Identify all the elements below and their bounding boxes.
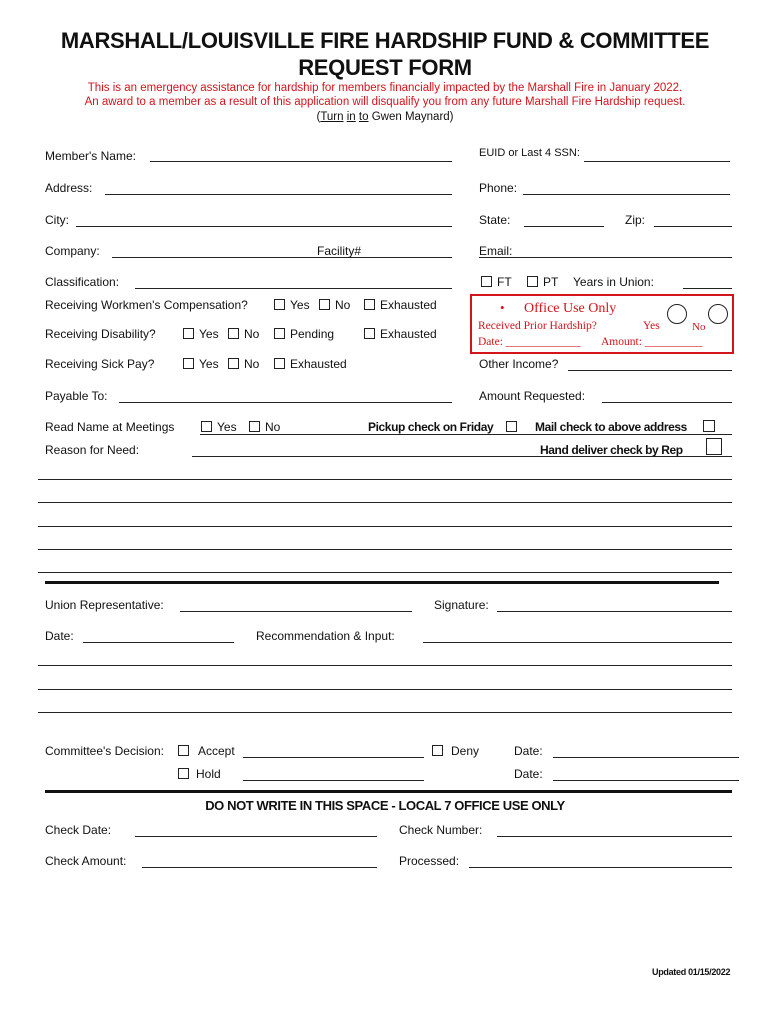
reason-label: Reason for Need:: [45, 443, 140, 457]
decision-date1-label: Date:: [514, 744, 543, 758]
accept-checkbox[interactable]: [178, 745, 189, 756]
sick-pay-yes-checkbox[interactable]: [183, 358, 194, 369]
recommendation-label: Recommendation & Input:: [256, 629, 395, 643]
local-office-heading: DO NOT WRITE IN THIS SPACE - LOCAL 7 OFFICE USE ONLY: [205, 798, 565, 813]
reason-line-1[interactable]: [38, 479, 732, 480]
mail-check-checkbox[interactable]: [703, 420, 715, 432]
pickup-check-label: Pickup check on Friday: [368, 420, 494, 434]
reason-line-5[interactable]: [38, 572, 732, 573]
recommendation-field[interactable]: [423, 642, 732, 643]
sick-pay-label: Receiving Sick Pay?: [45, 357, 155, 371]
state-label: State:: [479, 213, 511, 227]
pt-checkbox[interactable]: [527, 276, 538, 287]
other-income-field[interactable]: [568, 370, 732, 371]
signature-label: Signature:: [434, 598, 489, 612]
office-use-bullet: •: [500, 300, 505, 315]
reason-line-2[interactable]: [38, 502, 732, 503]
prior-hardship-no-label: No: [692, 321, 706, 333]
reason-line-4[interactable]: [38, 549, 732, 550]
sick-pay-exhausted-checkbox[interactable]: [274, 358, 285, 369]
decision-date1-field[interactable]: [553, 757, 739, 758]
office-use-title: Office Use Only: [524, 301, 617, 316]
decision-date2-field[interactable]: [553, 780, 739, 781]
hand-deliver-label: Hand deliver check by Rep: [540, 443, 683, 457]
recommendation-line-2[interactable]: [38, 689, 732, 690]
workmens-comp-exhausted-label: Exhausted: [380, 298, 437, 312]
member-name-label: Member's Name:: [45, 149, 136, 163]
company-field[interactable]: [112, 257, 452, 258]
union-rep-label: Union Representative:: [45, 598, 164, 612]
years-in-union-field[interactable]: [683, 288, 732, 289]
state-field[interactable]: [524, 226, 604, 227]
turn-in-note: (Turn in to Gwen Maynard): [316, 111, 454, 123]
email-label: Email:: [479, 244, 513, 258]
pt-label: PT: [543, 275, 559, 289]
notice-line2: An award to a member as a result of this application will disqualify you from any future Marshall Fire Hardship request.: [84, 96, 686, 108]
committee-decision-label: Committee's Decision:: [45, 744, 164, 758]
processed-field[interactable]: [469, 867, 732, 868]
union-rep-field[interactable]: [180, 611, 412, 612]
classification-label: Classification:: [45, 275, 120, 289]
reason-line-3[interactable]: [38, 526, 732, 527]
read-name-label: Read Name at Meetings: [45, 420, 175, 434]
address-label: Address:: [45, 181, 93, 195]
prior-hardship-label: Received Prior Hardship?: [478, 320, 597, 332]
office-amount-field[interactable]: Amount: __________: [601, 336, 703, 348]
disability-label: Receiving Disability?: [45, 327, 156, 341]
accept-field[interactable]: [243, 757, 424, 758]
rep-date-field[interactable]: [83, 642, 234, 643]
updated-date: Updated 01/15/2022: [652, 967, 731, 977]
sick-pay-no-checkbox[interactable]: [228, 358, 239, 369]
mail-check-label: Mail check to above address: [535, 420, 687, 434]
city-field[interactable]: [76, 226, 452, 227]
years-in-union-label: Years in Union:: [573, 275, 654, 289]
workmens-comp-yes-label: Yes: [290, 298, 310, 312]
hand-deliver-checkbox[interactable]: [706, 438, 722, 455]
ft-label: FT: [497, 275, 512, 289]
disability-yes-checkbox[interactable]: [183, 328, 194, 339]
disability-exhausted-checkbox[interactable]: [364, 328, 375, 339]
disability-no-checkbox[interactable]: [228, 328, 239, 339]
phone-field[interactable]: [523, 194, 730, 195]
sick-pay-exhausted-label: Exhausted: [290, 357, 347, 371]
read-name-no-checkbox[interactable]: [249, 421, 260, 432]
amount-requested-field[interactable]: [602, 402, 732, 403]
deny-label: Deny: [451, 744, 480, 758]
recommendation-line-3[interactable]: [38, 712, 732, 713]
euid-field[interactable]: [584, 161, 730, 162]
hold-field[interactable]: [243, 780, 424, 781]
notice-line1: This is an emergency assistance for hardship for members financially impacted by the Marshall Fire in January 2022.: [87, 82, 683, 94]
processed-label: Processed:: [399, 854, 460, 868]
section-divider: [45, 581, 719, 584]
check-date-label: Check Date:: [45, 823, 112, 837]
check-number-field[interactable]: [497, 836, 732, 837]
office-divider: [45, 790, 732, 793]
read-name-yes-label: Yes: [217, 420, 237, 434]
accept-label: Accept: [198, 744, 235, 758]
company-label: Company:: [45, 244, 100, 258]
disability-pending-label: Pending: [290, 327, 335, 341]
zip-field[interactable]: [654, 226, 732, 227]
recommendation-line-1[interactable]: [38, 665, 732, 666]
member-name-field[interactable]: [150, 161, 452, 162]
workmens-comp-yes-checkbox[interactable]: [274, 299, 285, 310]
workmens-comp-no-checkbox[interactable]: [319, 299, 330, 310]
ft-checkbox[interactable]: [481, 276, 492, 287]
email-field[interactable]: [479, 257, 732, 258]
signature-field[interactable]: [497, 611, 732, 612]
prior-hardship-yes-label: Yes: [643, 320, 660, 332]
read-name-yes-checkbox[interactable]: [201, 421, 212, 432]
read-name-line: [200, 434, 732, 435]
disability-yes-label: Yes: [199, 327, 219, 341]
check-date-field[interactable]: [135, 836, 377, 837]
office-date-field[interactable]: Date: _____________: [478, 336, 581, 348]
hold-label: Hold: [196, 767, 221, 781]
form-title-line1: MARSHALL/LOUISVILLE FIRE HARDSHIP FUND & COMMITTEE: [60, 28, 710, 53]
rep-date-label: Date:: [45, 629, 74, 643]
city-label: City:: [45, 213, 69, 227]
pickup-check-checkbox[interactable]: [506, 421, 517, 432]
phone-label: Phone:: [479, 181, 518, 195]
hold-checkbox[interactable]: [178, 768, 189, 779]
amount-requested-label: Amount Requested:: [479, 389, 586, 403]
office-use-box: [470, 294, 734, 354]
disability-no-label: No: [244, 327, 260, 341]
deny-checkbox[interactable]: [432, 745, 443, 756]
other-income-label: Other Income?: [479, 357, 559, 371]
address-field[interactable]: [105, 194, 452, 195]
disability-pending-checkbox[interactable]: [274, 328, 285, 339]
read-name-no-label: No: [265, 420, 281, 434]
check-amount-label: Check Amount:: [45, 854, 127, 868]
euid-label: EUID or Last 4 SSN:: [479, 147, 580, 159]
check-amount-field[interactable]: [142, 867, 377, 868]
workmens-comp-exhausted-checkbox[interactable]: [364, 299, 375, 310]
workmens-comp-no-label: No: [335, 298, 351, 312]
sick-pay-yes-label: Yes: [199, 357, 219, 371]
workmens-comp-label: Receiving Workmen's Compensation?: [45, 298, 248, 312]
zip-label: Zip:: [625, 213, 646, 227]
decision-date2-label: Date:: [514, 767, 543, 781]
prior-hardship-no-radio[interactable]: [708, 304, 728, 324]
sick-pay-no-label: No: [244, 357, 260, 371]
payable-to-label: Payable To:: [45, 389, 108, 403]
prior-hardship-yes-radio[interactable]: [667, 304, 687, 324]
facility-label: Facility#: [317, 244, 362, 258]
form-title-line2: REQUEST FORM: [298, 55, 472, 80]
check-number-label: Check Number:: [399, 823, 483, 837]
disability-exhausted-label: Exhausted: [380, 327, 437, 341]
classification-field[interactable]: [135, 288, 452, 289]
payable-to-field[interactable]: [119, 402, 452, 403]
